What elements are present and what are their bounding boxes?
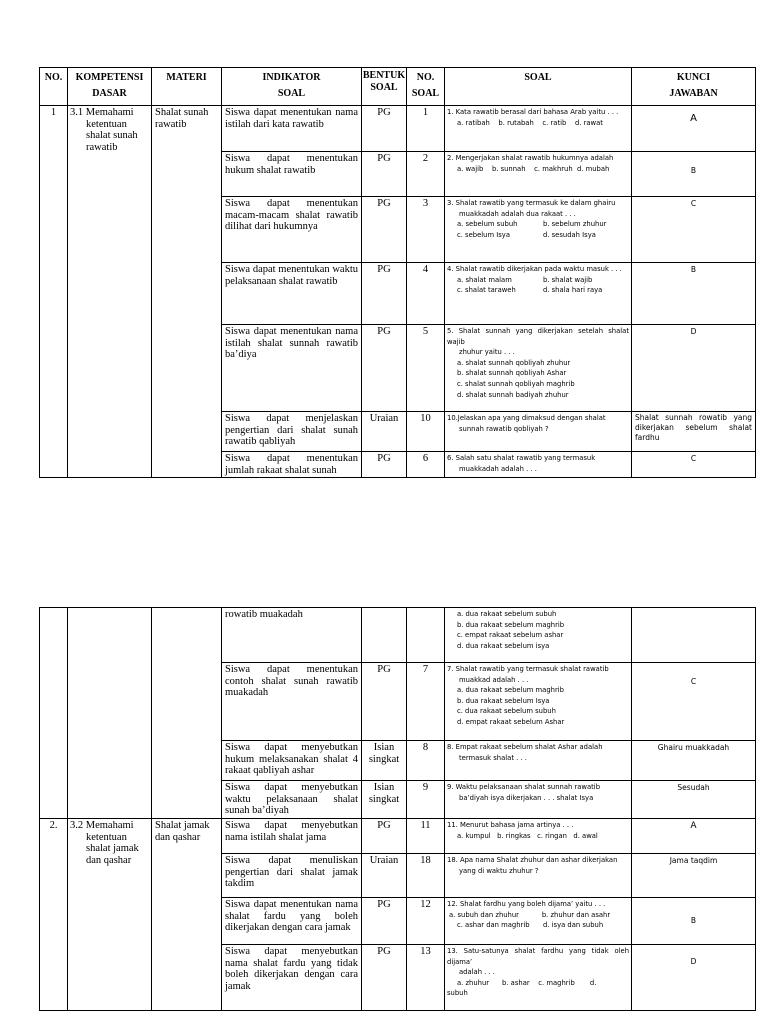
bentuk-soal-cell: Isian singkat [362, 741, 407, 781]
indikator-cell: Siswa dapat menjelaskan pengertian dari shalat sunah rawatib qabliyah [222, 412, 362, 452]
soal-cell: 18. Apa nama Shalat zhuhur dan ashar dikerjakan yang di waktu zhuhur ? [445, 854, 632, 898]
table-row [40, 106, 756, 152]
indikator-cell: Siswa dapat menentukan nama istilah dari kata rawatib [222, 106, 362, 152]
kompetensi-dasar-cell [68, 608, 152, 819]
kunci-jawaban-cell: C [632, 663, 756, 741]
soal-cell: 6. Salah satu shalat rawatib yang termasuk muakkadah adalah . . . [445, 452, 632, 478]
soal-cell: 3. Shalat rawatib yang termasuk ke dalam ghairu muakkadah adalah dua rakaat . . . a. sebelum subuh b. sebelum zhuhur c. sebelum Isya d. sesudah Isya [445, 197, 632, 263]
kunci-jawaban-cell: C [632, 197, 756, 263]
no-soal-cell [407, 608, 445, 663]
question-table-page-2 [39, 607, 755, 1011]
bentuk-soal-cell [362, 608, 407, 663]
soal-cell: 4. Shalat rawatib dikerjakan pada waktu masuk . . . a. shalat malam b. shalat wajib c. shalat taraweh d. shala hari raya [445, 263, 632, 325]
indikator-cell: Siswa dapat menyebutkan nama shalat fardu yang tidak boleh dikerjakan dengan cara jamak [222, 945, 362, 1011]
bentuk-soal-cell: PG [362, 263, 407, 325]
question-grid-table-continued [39, 607, 756, 1011]
row-number: 1 [40, 106, 68, 478]
header-bentuk-soal: BENTUK SOAL [362, 68, 407, 106]
indikator-cell: Siswa dapat menentukan hukum shalat rawatib [222, 152, 362, 197]
bentuk-soal-cell: PG [362, 945, 407, 1011]
indikator-cell: Siswa dapat menyebutkan waktu pelaksanaan shalat sunah ba’diyah [222, 781, 362, 819]
indikator-cell: Siswa dapat menentukan macam-macam shalat rawatib dilihat dari hukumnya [222, 197, 362, 263]
soal-cell: 13. Satu-satunya shalat fardhu yang tidak oleh dijama’ adalah . . . a. zhuhur b. ashar c. maghrib d. subuh [445, 945, 632, 1011]
materi-cell [152, 608, 222, 819]
no-soal-cell: 10 [407, 412, 445, 452]
soal-cell: 12. Shalat fardhu yang boleh dijama’ yaitu . . . a. subuh dan zhuhur b. zhuhur dan asahr c. ashar dan maghrib d. isya dan subuh [445, 898, 632, 945]
kunci-jawaban-cell: B [632, 263, 756, 325]
kunci-jawaban-cell: D [632, 945, 756, 1011]
no-soal-cell: 12 [407, 898, 445, 945]
indikator-cell: Siswa dapat menentukan waktu pelaksanaan shalat rawatib [222, 263, 362, 325]
materi-cell: Shalat jamak dan qashar [152, 819, 222, 1011]
soal-cell: 10.Jelaskan apa yang dimaksud dengan shalat sunnah rawatib qobliyah ? [445, 412, 632, 452]
no-soal-cell: 13 [407, 945, 445, 1011]
indikator-cell: rowatib muakadah [222, 608, 362, 663]
row-number: 2. [40, 819, 68, 1011]
no-soal-cell: 3 [407, 197, 445, 263]
soal-cell: 1. Kata rawatib berasal dari bahasa Arab yaitu . . . a. ratibah b. rutabah c. ratib d. rawat [445, 106, 632, 152]
kunci-jawaban-cell: Shalat sunnah rowatib yang dikerjakan sebelum shalat fardhu [632, 412, 756, 452]
no-soal-cell: 7 [407, 663, 445, 741]
indikator-cell: Siswa dapat menentukan contoh shalat sunah rawatib muakadah [222, 663, 362, 741]
soal-cell: 8. Empat rakaat sebelum shalat Ashar adalah termasuk shalat . . . [445, 741, 632, 781]
materi-cell: Shalat sunah rawatib [152, 106, 222, 478]
kunci-jawaban-cell: Ghairu muakkadah [632, 741, 756, 781]
bentuk-soal-cell: Uraian [362, 854, 407, 898]
indikator-cell: Siswa dapat menyebutkan nama istilah shalat jama [222, 819, 362, 854]
kunci-jawaban-cell: B [632, 898, 756, 945]
no-soal-cell: 4 [407, 263, 445, 325]
header-kunci-jawaban: KUNCI JAWABAN [632, 68, 756, 106]
row-number [40, 608, 68, 819]
bentuk-soal-cell: PG [362, 106, 407, 152]
bentuk-soal-cell: PG [362, 325, 407, 412]
kunci-jawaban-cell: B [632, 152, 756, 197]
table-header-row [40, 68, 756, 106]
no-soal-cell: 2 [407, 152, 445, 197]
no-soal-cell: 9 [407, 781, 445, 819]
bentuk-soal-cell: PG [362, 663, 407, 741]
kunci-jawaban-cell: Sesudah [632, 781, 756, 819]
bentuk-soal-cell: Uraian [362, 412, 407, 452]
header-indikator-soal: INDIKATOR SOAL [222, 68, 362, 106]
soal-cell: 9. Waktu pelaksanaan shalat sunnah rawatib ba’diyah isya dikerjakan . . . shalat Isya [445, 781, 632, 819]
indikator-cell: Siswa dapat menentukan nama istilah shalat sunnah rawatib ba’diya [222, 325, 362, 412]
indikator-cell: Siswa dapat menuliskan pengertian dari shalat jamak takdim [222, 854, 362, 898]
header-kompetensi-dasar: KOMPETENSI DASAR [68, 68, 152, 106]
header-materi: MATERI [152, 68, 222, 106]
no-soal-cell: 1 [407, 106, 445, 152]
no-soal-cell: 5 [407, 325, 445, 412]
bentuk-soal-cell: PG [362, 819, 407, 854]
kunci-jawaban-cell: D [632, 325, 756, 412]
no-soal-cell: 8 [407, 741, 445, 781]
kunci-jawaban-cell: A [632, 106, 756, 152]
kunci-jawaban-cell: C [632, 452, 756, 478]
kompetensi-dasar-cell: 3.1 Memahami ketentuan shalat sunah rawatib [68, 106, 152, 478]
bentuk-soal-cell: PG [362, 452, 407, 478]
kunci-jawaban-cell: Jama taqdim [632, 854, 756, 898]
question-grid-table [39, 67, 756, 478]
soal-cell: 2. Mengerjakan shalat rawatib hukumnya adalah a. wajib b. sunnah c. makhruh d. mubah [445, 152, 632, 197]
table-row [40, 608, 756, 663]
soal-cell: a. dua rakaat sebelum subuh b. dua rakaat sebelum maghrib c. empat rakaat sebelum ashar d. dua rakaat sebelum isya [445, 608, 632, 663]
header-soal: SOAL [445, 68, 632, 106]
soal-cell: 11. Menurut bahasa jama artinya . . . a. kumpul b. ringkas c. ringan d. awal [445, 819, 632, 854]
kompetensi-dasar-cell: 3.2 Memahami ketentuan shalat jamak dan qashar [68, 819, 152, 1011]
bentuk-soal-cell: PG [362, 152, 407, 197]
no-soal-cell: 6 [407, 452, 445, 478]
table-row [40, 819, 756, 854]
soal-cell: 7. Shalat rawatib yang termasuk shalat rawatib muakkad adalah . . . a. dua rakaat sebelum maghrib b. dua rakaat sebelum Isya c. dua rakaat sebelum subuh d. empat rakaat sebelum Ashar [445, 663, 632, 741]
kunci-jawaban-cell: A [632, 819, 756, 854]
question-table-page-1 [39, 67, 755, 478]
bentuk-soal-cell: PG [362, 197, 407, 263]
soal-cell: 5. Shalat sunnah yang dikerjakan setelah shalat wajib zhuhur yaitu . . . a. shalat sunnah qobliyah zhuhur b. shalat sunnah qobliyah Ashar c. shalat sunnah qobliyah maghrib d. shalat sunnah badiyah zhuhur [445, 325, 632, 412]
bentuk-soal-cell: Isian singkat [362, 781, 407, 819]
no-soal-cell: 18 [407, 854, 445, 898]
no-soal-cell: 11 [407, 819, 445, 854]
bentuk-soal-cell: PG [362, 898, 407, 945]
kunci-jawaban-cell [632, 608, 756, 663]
indikator-cell: Siswa dapat menentukan jumlah rakaat shalat sunah [222, 452, 362, 478]
indikator-cell: Siswa dapat menentukan nama shalat fardu yang boleh dikerjakan dengan cara jamak [222, 898, 362, 945]
header-no-soal: NO. SOAL [407, 68, 445, 106]
header-no: NO. [40, 68, 68, 106]
indikator-cell: Siswa dapat menyebutkan hukum melaksanakan shalat 4 rakaat qabliyah ashar [222, 741, 362, 781]
